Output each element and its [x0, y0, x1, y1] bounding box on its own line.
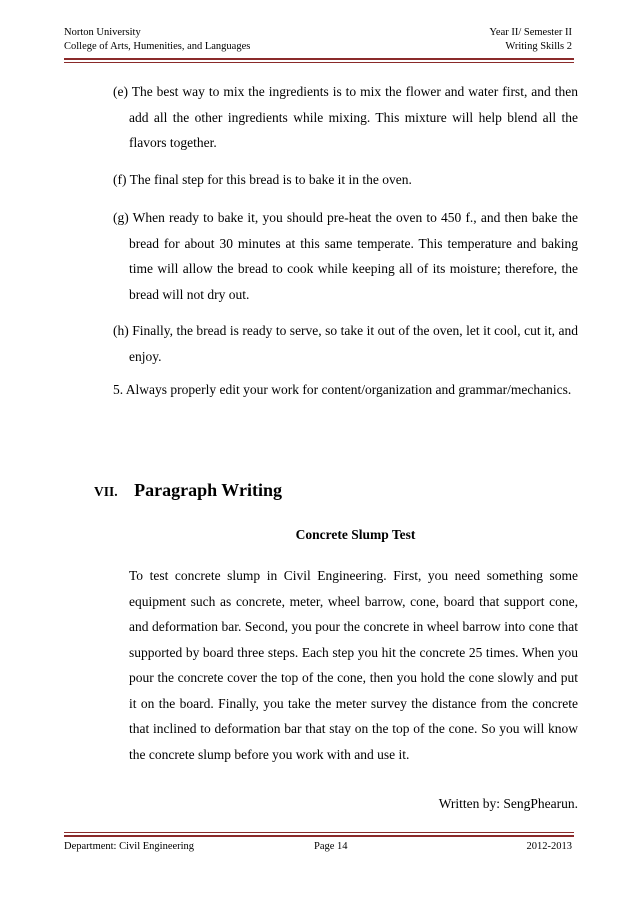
header-rule-thick: [64, 58, 574, 60]
list-item-g: (g) When ready to bake it, you should pre-heat the oven to 450 f., and then bake the bread for about 30 minutes at this same temperate. This temperature and baking time will allow the bread to cook while keeping all of its moisture; therefore, the bread will not dry out.: [113, 210, 578, 302]
list-item-e: (e) The best way to mix the ingredients is to mix the flower and water first, and then add all the other ingredients while mixing. This mixture will help blend all the flavors together.: [113, 84, 578, 150]
footer-rule-thin: [64, 832, 574, 833]
section-heading: [94, 480, 282, 501]
footer-years: 2012-2013: [526, 841, 572, 852]
essay-title: Concrete Slump Test: [295, 527, 416, 542]
list-item-f: (f) The final step for this bread is to bake it in the oven.: [113, 172, 412, 187]
footer-rule-thick: [64, 835, 574, 837]
section-number: VII.: [94, 484, 118, 499]
header-left: [64, 26, 250, 54]
essay-signature: Written by: SengPhearun.: [438, 796, 578, 811]
header-rule-thin: [64, 62, 574, 63]
footer-page-number: Page 14: [314, 841, 348, 852]
footer-department: Department: Civil Engineering: [64, 841, 195, 852]
list-item-h: (h) Finally, the bread is ready to serve, so take it out of the oven, let it cool, cut it, and enjoy.: [113, 323, 578, 364]
section-title: Paragraph Writing: [134, 480, 282, 500]
university-name: Norton University: [64, 27, 141, 38]
essay-body: To test concrete slump in Civil Engineering. First, you need something some equipment such as concrete, meter, wheel barrow, cone, board that support cone, and deformation bar. Second, you pour the concrete in wheel barrow into cone that supported by board three steps. Each step you hit the concrete 25 times. When you pour the concrete cover the top of the cone, then you hold the cone slowly and put it on the board. Finally, you take the meter survey the distance from the concrete that inclined to deformation bar that stay on the top of the cone. So you will know the concrete slump before you work with and use it.: [129, 568, 578, 762]
year-semester: Year II/ Semester II: [489, 27, 572, 38]
course-name: Writing Skills 2: [505, 41, 572, 52]
list-item-5: 5. Always properly edit your work for content/organization and grammar/mechanics.: [113, 382, 572, 397]
header-right: [489, 26, 572, 54]
college-name: College of Arts, Humenities, and Languages: [64, 41, 251, 52]
